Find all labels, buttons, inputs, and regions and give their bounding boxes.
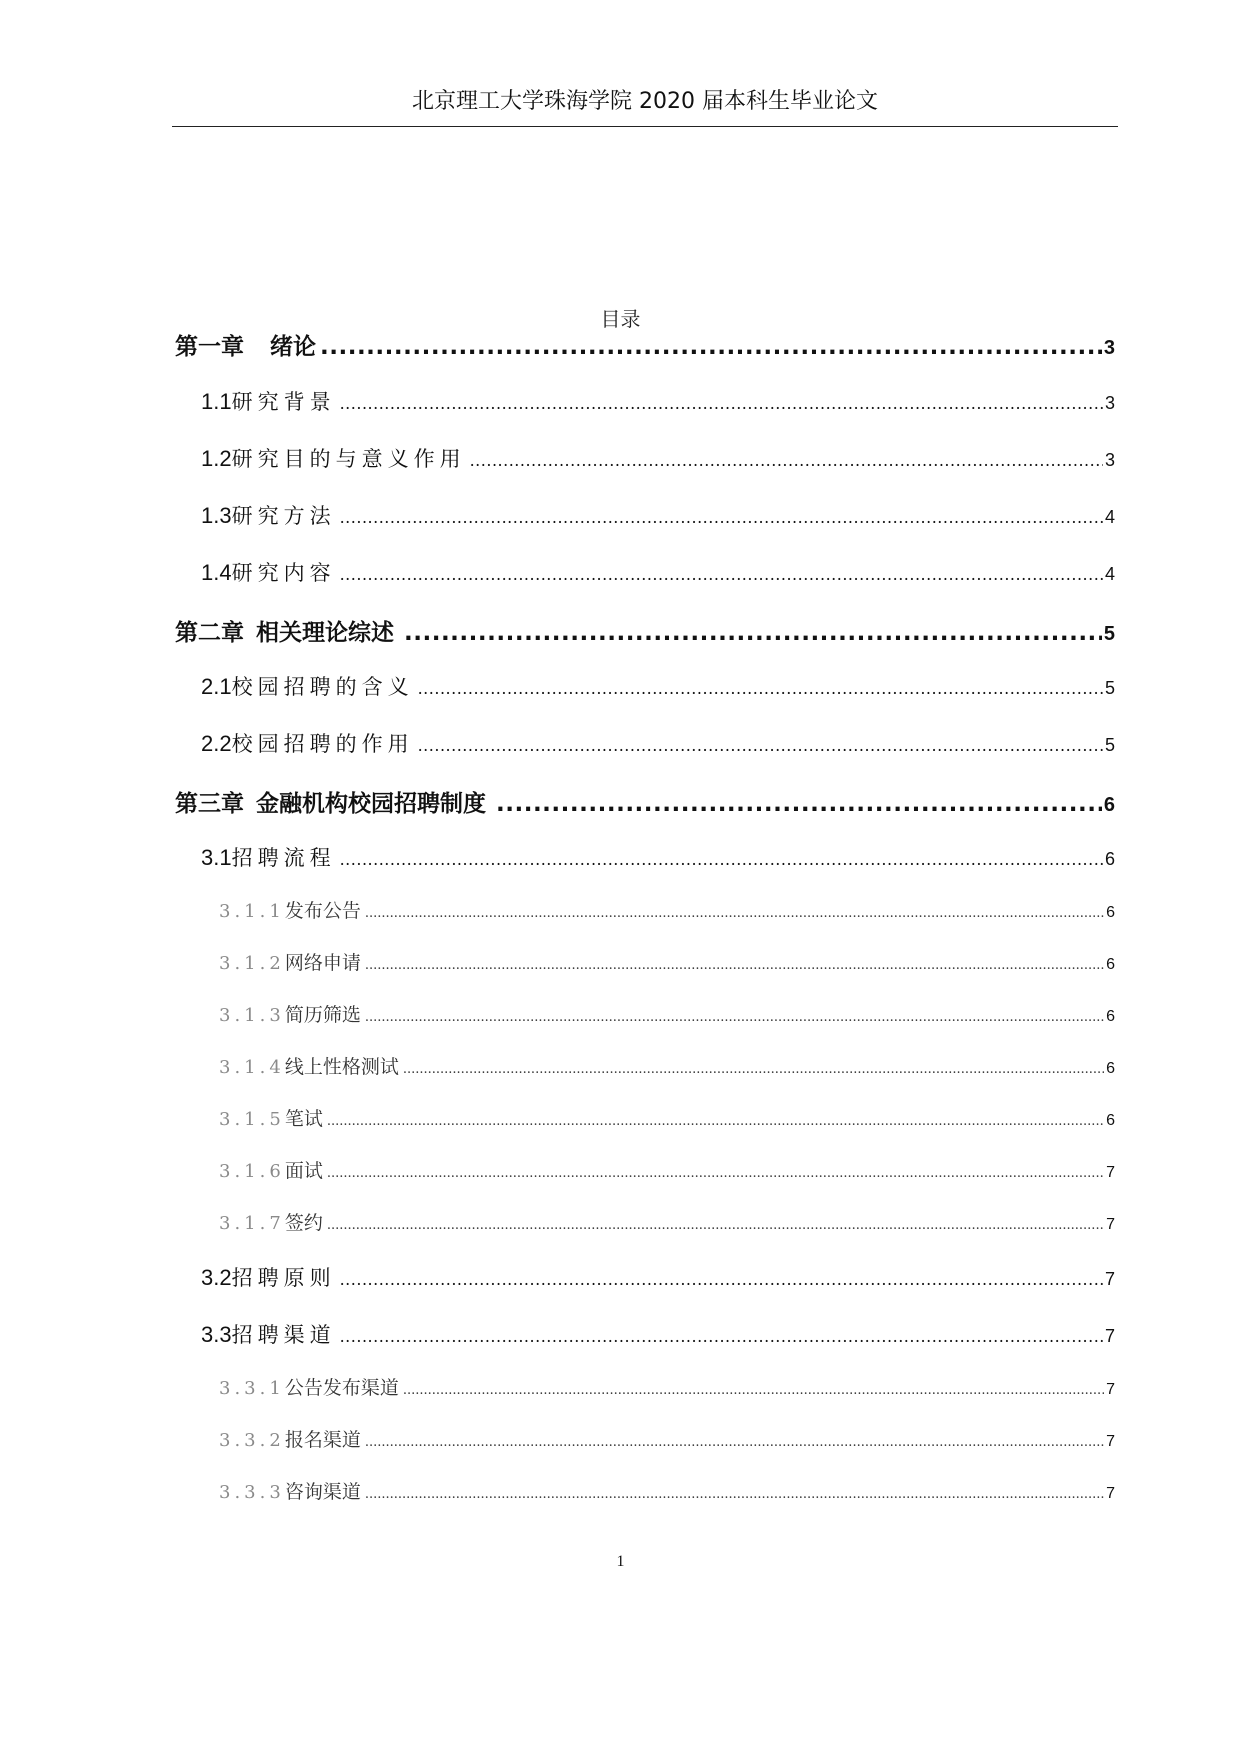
toc-entry-title: 简历筛选 <box>284 1004 361 1026</box>
toc-section-3-2[interactable] <box>201 1262 1115 1292</box>
toc-section-1-3[interactable] <box>201 500 1115 530</box>
running-header: 北京理工大学珠海学院 2020 届本科生毕业论文 <box>412 89 878 114</box>
toc-entry-page: 6 <box>1106 1112 1115 1129</box>
toc-entry-number: 1.2 <box>201 446 232 471</box>
toc-entry-number: 3.1.3 <box>219 1005 285 1026</box>
dot-leader <box>365 1481 1104 1503</box>
toc-entry-title: 笔试 <box>284 1108 323 1130</box>
toc-entry-page: 7 <box>1104 1269 1115 1289</box>
toc-entry-title: 研究方法 <box>231 504 336 528</box>
toc-entry-number: 3.1.2 <box>219 953 285 974</box>
toc-entry-number: 3.1.4 <box>219 1057 285 1078</box>
toc-entry-title: 研究内容 <box>231 561 336 585</box>
toc-entry-page: 6 <box>1106 904 1115 921</box>
dot-leader <box>365 952 1104 974</box>
toc-entry-page: 5 <box>1103 623 1115 645</box>
toc-entry-page: 7 <box>1106 1485 1115 1502</box>
toc-section-2-1[interactable] <box>201 671 1115 701</box>
dot-leader <box>327 1160 1104 1182</box>
toc-entry-number: 第二章 <box>175 620 244 646</box>
toc-entry-title: 校园招聘的作用 <box>231 732 414 756</box>
toc-section-1-4[interactable] <box>201 557 1115 587</box>
dot-leader <box>496 791 1102 817</box>
toc-section-3-3[interactable] <box>201 1319 1115 1349</box>
dot-leader <box>403 1377 1104 1399</box>
toc-entry-number: 3.1 <box>201 845 232 870</box>
toc-title: 目录 <box>600 307 641 331</box>
dot-leader <box>365 1004 1104 1026</box>
dot-leader <box>340 504 1103 528</box>
toc-subsection-3-1-1[interactable] <box>219 896 1115 923</box>
toc-entry-number: 1.4 <box>201 560 232 585</box>
toc-subsection-3-1-4[interactable] <box>219 1052 1115 1079</box>
toc-entry-title: 绪论 <box>270 334 316 360</box>
dot-leader <box>418 732 1103 756</box>
toc-entry-page: 6 <box>1103 794 1115 816</box>
toc-entry-page: 5 <box>1104 735 1115 755</box>
toc-entry-title: 招聘流程 <box>231 846 336 870</box>
toc-chapter-3[interactable] <box>175 785 1115 818</box>
toc-subsection-3-3-2[interactable] <box>219 1425 1115 1452</box>
toc-entry-title: 金融机构校园招聘制度 <box>256 791 486 817</box>
dot-leader <box>340 846 1103 870</box>
dot-leader <box>340 1266 1103 1290</box>
dot-leader <box>404 620 1102 646</box>
toc-entry-title: 发布公告 <box>284 900 361 922</box>
dot-leader <box>365 900 1104 922</box>
toc-entry-title: 相关理论综述 <box>256 620 394 646</box>
toc-entry-page: 6 <box>1106 1008 1115 1025</box>
dot-leader <box>327 1108 1104 1130</box>
toc-entry-page: 6 <box>1106 956 1115 973</box>
toc-subsection-3-3-3[interactable] <box>219 1477 1115 1504</box>
toc-entry-number: 第一章 <box>175 334 244 360</box>
toc-entry-title: 签约 <box>284 1212 323 1234</box>
dot-leader <box>327 1212 1104 1234</box>
toc-entry-number: 2.2 <box>201 731 232 756</box>
toc-subsection-3-1-3[interactable] <box>219 1000 1115 1027</box>
toc-subsection-3-1-2[interactable] <box>219 948 1115 975</box>
dot-leader <box>403 1056 1104 1078</box>
toc-entry-title: 校园招聘的含义 <box>231 675 414 699</box>
toc-section-1-1[interactable] <box>201 386 1115 416</box>
toc-subsection-3-3-1[interactable] <box>219 1373 1115 1400</box>
toc-entry-number: 2.1 <box>201 674 232 699</box>
toc-entry-title: 报名渠道 <box>284 1429 361 1451</box>
toc-entry-page: 3 <box>1104 393 1115 413</box>
dot-leader <box>320 334 1102 360</box>
toc-entry-number: 3.3.3 <box>219 1482 285 1503</box>
toc-section-3-1[interactable] <box>201 842 1115 872</box>
toc-entry-title: 公告发布渠道 <box>284 1377 399 1399</box>
toc-subsection-3-1-7[interactable] <box>219 1208 1115 1235</box>
dot-leader <box>340 390 1103 414</box>
toc-entry-title: 面试 <box>284 1160 323 1182</box>
toc-entry-title: 线上性格测试 <box>284 1056 399 1078</box>
toc-entry-number: 1.1 <box>201 389 232 414</box>
dot-leader <box>418 675 1103 699</box>
toc-entry-number: 3.1.6 <box>219 1161 285 1182</box>
toc-entry-page: 7 <box>1106 1164 1115 1181</box>
toc-entry-number: 3.3.2 <box>219 1430 285 1451</box>
toc-subsection-3-1-5[interactable] <box>219 1104 1115 1131</box>
toc-entry-title: 招聘原则 <box>231 1266 336 1290</box>
dot-leader <box>470 447 1103 471</box>
toc-entry-page: 7 <box>1106 1433 1115 1450</box>
toc-entry-title: 研究背景 <box>231 390 336 414</box>
toc-chapter-1[interactable] <box>175 328 1115 361</box>
toc-entry-number: 3.1.7 <box>219 1213 285 1234</box>
toc-entry-page: 6 <box>1106 1060 1115 1077</box>
toc-entry-page: 5 <box>1104 678 1115 698</box>
toc-entry-title: 招聘渠道 <box>231 1323 336 1347</box>
toc-entry-number: 3.3.1 <box>219 1378 285 1399</box>
toc-entry-number: 3.3 <box>201 1322 232 1347</box>
toc-entry-page: 6 <box>1104 849 1115 869</box>
toc-entry-number: 3.1.5 <box>219 1109 285 1130</box>
toc-entry-page: 4 <box>1104 564 1115 584</box>
dot-leader <box>340 1323 1103 1347</box>
toc-entry-page: 7 <box>1106 1216 1115 1233</box>
toc-entry-page: 7 <box>1106 1381 1115 1398</box>
dot-leader <box>340 561 1103 585</box>
toc-entry-page: 4 <box>1104 507 1115 527</box>
toc-entry-number: 3.2 <box>201 1265 232 1290</box>
toc-section-1-2[interactable] <box>201 443 1115 473</box>
toc-entry-page: 3 <box>1104 450 1115 470</box>
toc-entry-number: 第三章 <box>175 791 244 817</box>
toc-entry-number: 3.1.1 <box>219 901 285 922</box>
toc-entry-page: 3 <box>1103 337 1115 359</box>
toc-entry-number: 1.3 <box>201 503 232 528</box>
toc-section-2-2[interactable] <box>201 728 1115 758</box>
dot-leader <box>365 1429 1104 1451</box>
toc-entry-page: 7 <box>1104 1326 1115 1346</box>
page-number: 1 <box>616 1553 625 1570</box>
toc-chapter-2[interactable] <box>175 614 1115 647</box>
toc-entry-title: 研究目的与意义作用 <box>231 447 466 471</box>
toc-entry-title: 咨询渠道 <box>284 1481 361 1503</box>
toc-subsection-3-1-6[interactable] <box>219 1156 1115 1183</box>
toc-entry-title: 网络申请 <box>284 952 361 974</box>
